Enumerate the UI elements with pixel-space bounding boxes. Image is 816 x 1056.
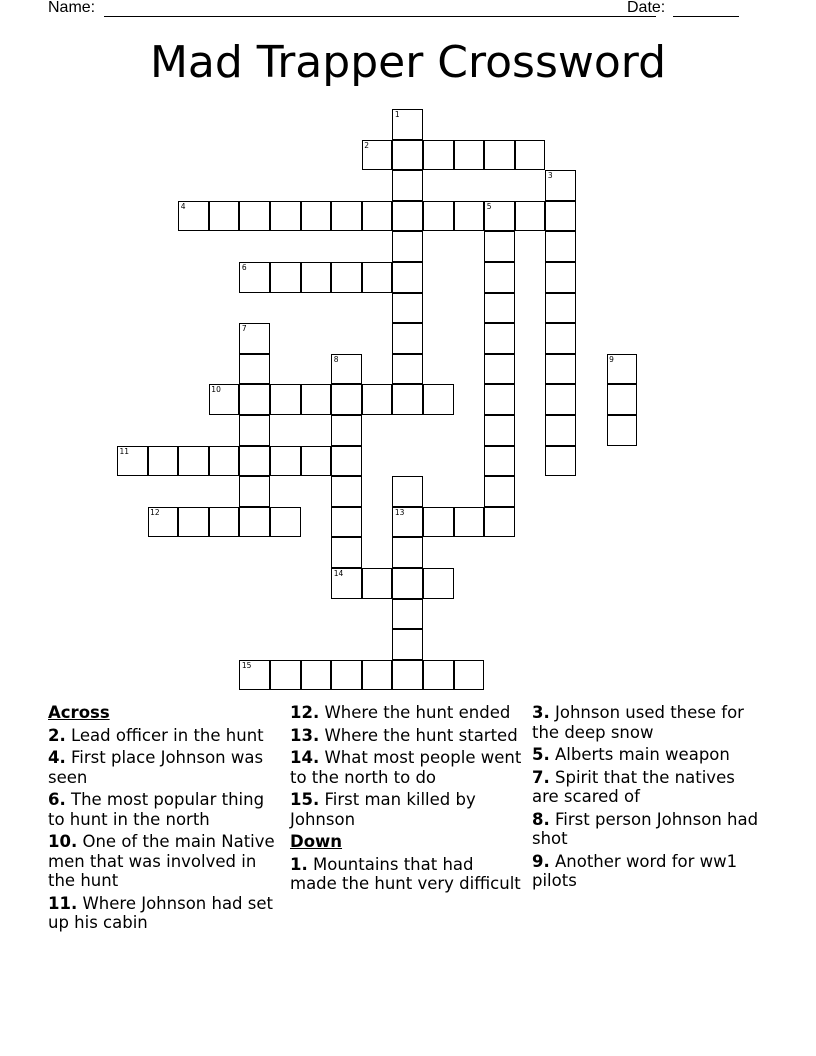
- grid-cell[interactable]: [423, 660, 454, 691]
- grid-cell[interactable]: [484, 507, 515, 538]
- across-heading: Across: [48, 703, 110, 722]
- grid-cell[interactable]: [484, 140, 515, 171]
- grid-cell[interactable]: [239, 384, 270, 415]
- grid-cell[interactable]: [454, 660, 485, 691]
- grid-cell[interactable]: [239, 660, 270, 691]
- clue-number: 4: [180, 201, 186, 211]
- clues-column-1: [48, 703, 280, 936]
- grid-cell[interactable]: [239, 476, 270, 507]
- grid-cell[interactable]: [545, 323, 576, 354]
- clue-across-11: 11. Where Johnson had set up his cabin: [48, 893, 273, 932]
- grid-cell[interactable]: [545, 446, 576, 477]
- grid-cell[interactable]: [545, 262, 576, 293]
- clue-down-3: 3. Johnson used these for the deep snow: [532, 703, 744, 742]
- grid-cell[interactable]: [484, 323, 515, 354]
- grid-cell[interactable]: [423, 201, 454, 232]
- grid-cell[interactable]: [331, 201, 362, 232]
- grid-cell[interactable]: [331, 537, 362, 568]
- grid-cell[interactable]: [301, 446, 332, 477]
- grid-cell[interactable]: [239, 507, 270, 538]
- grid-cell[interactable]: [209, 201, 240, 232]
- grid-cell[interactable]: [331, 354, 362, 385]
- grid-cell[interactable]: [392, 109, 423, 140]
- grid-cell[interactable]: [270, 201, 301, 232]
- grid-cell[interactable]: [515, 201, 546, 232]
- grid-cell[interactable]: [392, 201, 423, 232]
- clues-column-3: [532, 703, 764, 894]
- clue-down-8: 8. First person Johnson had shot: [532, 809, 759, 848]
- grid-cell[interactable]: [423, 507, 454, 538]
- grid-cell[interactable]: [362, 140, 393, 171]
- grid-cell[interactable]: [331, 660, 362, 691]
- clue-number: 2: [364, 140, 370, 150]
- grid-cell[interactable]: [392, 629, 423, 660]
- grid-cell[interactable]: [423, 568, 454, 599]
- grid-cell[interactable]: [607, 384, 638, 415]
- grid-cell[interactable]: [484, 201, 515, 232]
- grid-cell[interactable]: [331, 507, 362, 538]
- clue-number: 12: [150, 507, 160, 517]
- clue-across-6: 6. The most popular thing to hunt in the north: [48, 790, 265, 829]
- grid-cell[interactable]: [484, 476, 515, 507]
- grid-cell[interactable]: [392, 599, 423, 630]
- grid-cell[interactable]: [117, 446, 148, 477]
- grid-cell[interactable]: [484, 293, 515, 324]
- grid-cell[interactable]: [484, 415, 515, 446]
- clue-across-10: 10. One of the main Native men that was involved in the hunt: [48, 832, 275, 890]
- grid-cell[interactable]: [545, 354, 576, 385]
- clue-number: 6: [241, 263, 247, 272]
- clue-across-12: 12. Where the hunt ended: [290, 703, 511, 722]
- grid-cell[interactable]: [545, 384, 576, 415]
- clue-down-1: 1. Mountains that had made the hunt very difficult: [290, 854, 521, 893]
- grid-cell[interactable]: [362, 384, 393, 415]
- clue-number: 7: [241, 324, 247, 334]
- clue-down-5: 5. Alberts main weapon: [532, 745, 730, 764]
- grid-cell[interactable]: [270, 660, 301, 691]
- grid-cell[interactable]: [484, 262, 515, 293]
- clues-column-2: [290, 703, 522, 897]
- grid-cell[interactable]: [270, 384, 301, 415]
- grid-cell[interactable]: [148, 507, 179, 538]
- grid-cell[interactable]: [362, 568, 393, 599]
- grid-cell[interactable]: [239, 201, 270, 232]
- grid-cell[interactable]: [484, 231, 515, 262]
- grid-cell[interactable]: [239, 415, 270, 446]
- clue-number: 3: [547, 171, 553, 181]
- grid-cell[interactable]: [331, 476, 362, 507]
- clue-number: 11: [119, 446, 130, 456]
- grid-cell[interactable]: [270, 262, 301, 293]
- grid-cell[interactable]: [484, 384, 515, 415]
- grid-cell[interactable]: [301, 384, 332, 415]
- grid-cell[interactable]: [239, 354, 270, 385]
- grid-cell[interactable]: [331, 446, 362, 477]
- grid-cell[interactable]: [392, 568, 423, 599]
- clue-across-14: 14. What most people went to the north to do: [290, 748, 522, 787]
- clue-across-2: 2. Lead officer in the hunt: [48, 725, 264, 745]
- grid-cell[interactable]: [545, 201, 576, 232]
- grid-cell[interactable]: [178, 446, 209, 477]
- grid-cell[interactable]: [454, 201, 485, 232]
- grid-cell[interactable]: [423, 384, 454, 415]
- grid-cell[interactable]: [392, 384, 423, 415]
- page-title: Mad Trapper Crossword: [149, 37, 667, 88]
- grid-cell[interactable]: [362, 201, 393, 232]
- grid-cell[interactable]: [607, 354, 638, 385]
- grid-cell[interactable]: [392, 140, 423, 171]
- grid-cell[interactable]: [392, 293, 423, 324]
- clue-number: 14: [333, 569, 344, 578]
- grid-cell[interactable]: [239, 446, 270, 477]
- grid-cell[interactable]: [392, 476, 423, 507]
- clue-number: 13: [394, 507, 405, 517]
- clue-across-13: 13. Where the hunt started: [290, 725, 518, 745]
- grid-cell[interactable]: [392, 507, 423, 538]
- grid-cell[interactable]: [331, 384, 362, 415]
- clue-down-7: 7. Spirit that the natives are scared of: [532, 767, 735, 806]
- grid-cell[interactable]: [148, 446, 179, 477]
- grid-cell[interactable]: [209, 507, 240, 538]
- clue-number: 5: [486, 201, 492, 211]
- grid-cell[interactable]: [392, 323, 423, 354]
- grid-cell[interactable]: [209, 384, 240, 415]
- grid-cell[interactable]: [270, 507, 301, 538]
- grid-cell[interactable]: [484, 446, 515, 477]
- grid-cell[interactable]: [270, 446, 301, 477]
- name-label: Name:: [48, 0, 96, 16]
- grid-cell[interactable]: [331, 262, 362, 293]
- clue-number: 1: [394, 110, 400, 119]
- grid-cell[interactable]: [301, 201, 332, 232]
- grid-cell[interactable]: [178, 201, 209, 232]
- grid-cell[interactable]: [209, 446, 240, 477]
- clue-number: 9: [609, 354, 614, 364]
- clue-down-9: 9. Another word for ww1 pilots: [532, 851, 738, 890]
- clue-number: 15: [241, 660, 252, 670]
- clue-number: 10: [211, 385, 221, 395]
- grid-cell[interactable]: [392, 170, 423, 201]
- grid-cell[interactable]: [545, 293, 576, 324]
- clue-number: 8: [333, 354, 339, 364]
- clue-across-15: 15. First man killed by Johnson: [290, 790, 476, 829]
- grid-cell[interactable]: [454, 507, 485, 538]
- grid-cell[interactable]: [239, 323, 270, 354]
- grid-cell[interactable]: [392, 537, 423, 568]
- grid-cell[interactable]: [362, 660, 393, 691]
- grid-cell[interactable]: [331, 415, 362, 446]
- grid-cell[interactable]: [178, 507, 209, 538]
- grid-cell[interactable]: [607, 415, 638, 446]
- grid-cell[interactable]: [545, 231, 576, 262]
- grid-cell[interactable]: [545, 170, 576, 201]
- grid-cell[interactable]: [301, 262, 332, 293]
- grid-cell[interactable]: [454, 140, 485, 171]
- grid-cell[interactable]: [545, 415, 576, 446]
- grid-cell[interactable]: [392, 354, 423, 385]
- grid-cell[interactable]: [392, 262, 423, 293]
- date-label: Date:: [627, 0, 666, 16]
- grid-cell[interactable]: [331, 568, 362, 599]
- grid-cell[interactable]: [392, 660, 423, 691]
- down-heading: Down: [290, 832, 343, 851]
- grid-cell[interactable]: [301, 660, 332, 691]
- grid-cell[interactable]: [239, 262, 270, 293]
- clue-across-4: 4. First place Johnson was seen: [48, 748, 264, 787]
- grid-cell[interactable]: [362, 262, 393, 293]
- grid-cell[interactable]: [423, 140, 454, 171]
- grid-cell[interactable]: [515, 140, 546, 171]
- grid-cell[interactable]: [392, 231, 423, 262]
- grid-cell[interactable]: [484, 354, 515, 385]
